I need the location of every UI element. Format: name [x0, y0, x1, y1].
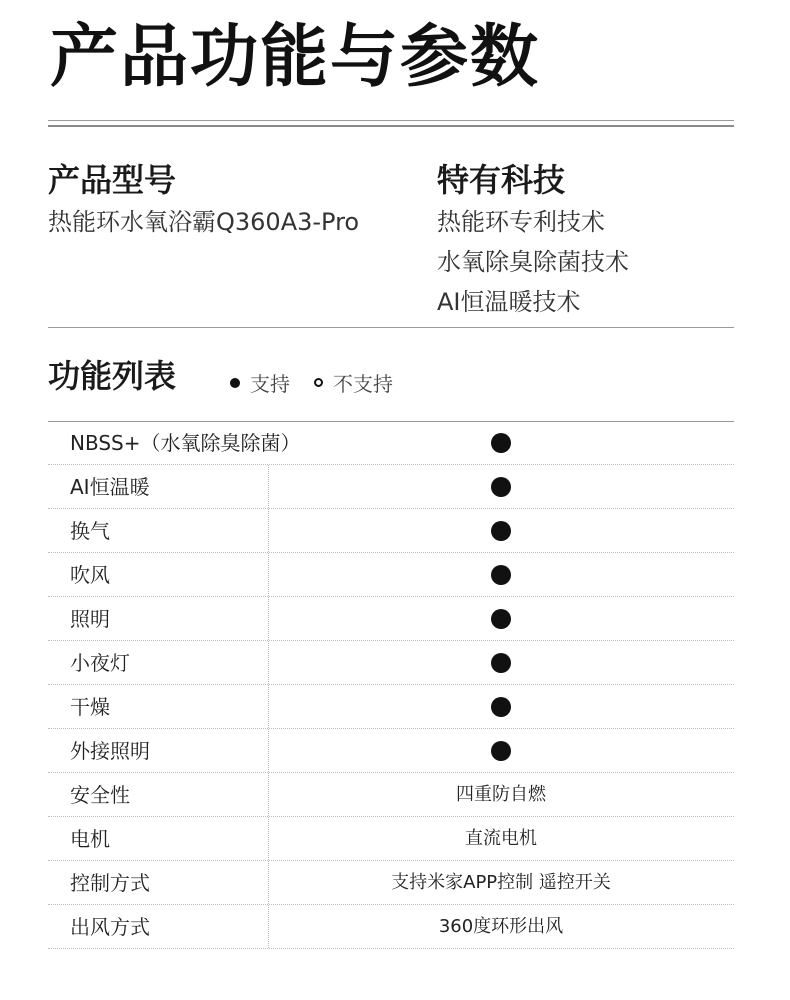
feature-support-cell [268, 421, 734, 465]
feature-label: 出风方式 [70, 915, 150, 939]
feature-value: 360度环形出风 [438, 916, 564, 937]
table-row [48, 685, 734, 729]
supported-dot-icon [491, 565, 511, 585]
feature-label: 电机 [70, 827, 110, 851]
feature-support-cell [268, 465, 734, 509]
feature-table [48, 421, 734, 949]
legend-supported-label: 支持 [250, 372, 290, 396]
feature-support-cell [268, 641, 734, 685]
features-legend [230, 368, 417, 397]
tech-item: 水氧除臭除菌技术 [437, 248, 629, 276]
feature-support-cell [268, 597, 734, 641]
tech-heading: 特有科技 [437, 161, 566, 199]
tech-item: AI恒温暖技术 [437, 288, 581, 316]
title-divider-top [48, 120, 734, 121]
feature-label: 小夜灯 [70, 651, 130, 675]
tech-section [437, 160, 629, 322]
legend-unsupported [314, 368, 393, 397]
model-name: 热能环水氧浴霸Q360A3-Pro [48, 208, 360, 236]
feature-label: 吹风 [70, 563, 110, 587]
tech-item: 热能环专利技术 [437, 208, 605, 236]
section-divider [48, 327, 734, 328]
feature-label: 照明 [70, 607, 110, 631]
table-row [48, 773, 734, 817]
feature-label: 换气 [70, 519, 110, 543]
feature-support-cell [268, 553, 734, 597]
supported-dot-icon [491, 433, 511, 453]
feature-label: 干燥 [70, 695, 110, 719]
filled-dot-icon [230, 378, 240, 388]
feature-label: AI恒温暖 [70, 475, 150, 499]
title-divider-bottom [48, 125, 734, 127]
feature-value: 四重防自燃 [456, 784, 546, 805]
table-row [48, 553, 734, 597]
supported-dot-icon [491, 521, 511, 541]
table-row [48, 817, 734, 861]
feature-value: 直流电机 [465, 828, 537, 849]
supported-dot-icon [491, 697, 511, 717]
feature-label: 安全性 [70, 783, 130, 807]
table-row [48, 597, 734, 641]
supported-dot-icon [491, 653, 511, 673]
feature-label: 外接照明 [70, 739, 150, 763]
features-heading: 功能列表 [48, 357, 177, 395]
supported-dot-icon [491, 477, 511, 497]
legend-unsupported-label: 不支持 [333, 372, 393, 396]
model-section [48, 160, 359, 242]
feature-label: NBSS+（水氧除臭除菌） [70, 431, 301, 455]
page-title: 产品功能与参数 [50, 18, 541, 97]
legend-supported [230, 368, 290, 397]
feature-value: 支持米家APP控制 遥控开关 [391, 872, 611, 893]
table-row [48, 729, 734, 773]
table-row [48, 509, 734, 553]
table-row [48, 421, 734, 465]
model-heading: 产品型号 [48, 161, 177, 199]
table-row [48, 905, 734, 949]
feature-support-cell [268, 685, 734, 729]
empty-dot-icon [314, 378, 323, 387]
feature-support-cell [268, 509, 734, 553]
table-row [48, 641, 734, 685]
supported-dot-icon [491, 609, 511, 629]
feature-support-cell [268, 729, 734, 773]
table-row [48, 465, 734, 509]
supported-dot-icon [491, 741, 511, 761]
feature-label: 控制方式 [70, 871, 150, 895]
table-row [48, 861, 734, 905]
